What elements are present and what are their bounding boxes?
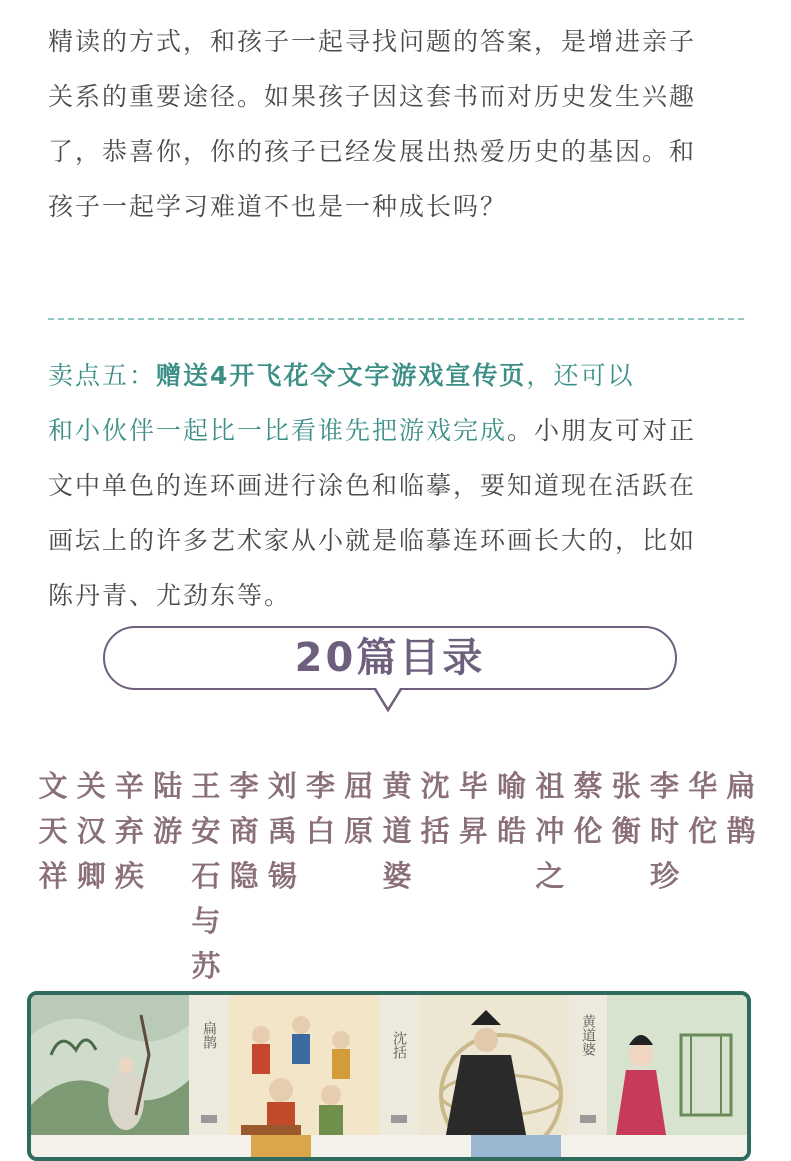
selling-point-paragraph [48,348,748,623]
intro-line: 关系的重要途径。如果孩子因这套书而对历史发生兴趣 [48,82,697,111]
selling-point-teal-line: 和小伙伴一起比一比看谁先把游戏完成 [48,416,508,445]
selling-point-highlight: 赠送4开飞花令文字游戏宣传页 [156,361,527,390]
toc-item: 华佗 [688,769,718,848]
toc-item: 黄道婆 [382,769,412,893]
toc-item: 祖冲之 [535,769,565,893]
intro-line: 精读的方式，和孩子一起寻找问题的答案，是增进亲子 [48,27,697,56]
spine-title-1: 扁鹊 [201,1021,217,1049]
toc-item: 张衡 [611,769,641,848]
toc-item: 沈括 [420,769,450,848]
intro-paragraph [48,14,748,234]
intro-line: 孩子一起学习难道不也是一种成长吗？ [48,192,508,221]
dashed-divider [48,318,744,320]
selling-point-comma: ， [526,361,554,390]
toc-item: 毕昇 [458,769,488,848]
toc-item: 屈原 [344,769,374,848]
toc-title: 20篇目录 [294,635,486,681]
toc-item: 李时珍 [649,769,679,893]
bubble-tail [373,686,403,714]
selling-point-teal-tail: 还可以 [553,361,635,390]
spine-title-3: 黄道婆 [580,1014,596,1056]
selling-point-line: 画坛上的许多艺术家从小就是临摹连环画长大的，比如 [48,526,697,555]
toc-item: 李商隐 [229,769,259,893]
selling-point-body: 。小朋友可对正 [507,416,697,445]
spine-title-2: 沈括 [391,1031,407,1059]
toc-item: 蔡伦 [573,769,603,848]
toc-item: 李白 [306,769,336,848]
toc-item: 陆游 [153,769,183,848]
book-covers-illustration [31,995,747,1161]
toc-item: 关汉卿 [76,769,106,893]
toc-item: 王安石与苏 [191,769,221,983]
selling-point-line [48,403,748,458]
selling-point-label: 卖点五： [48,361,157,390]
toc-item: 辛弃疾 [114,769,144,893]
selling-point-line: 文中单色的连环画进行涂色和临摹，要知道现在活跃在 [48,471,697,500]
toc-item: 喻皓 [497,769,527,848]
toc-item: 文天祥 [38,769,68,893]
toc-title-bubble [103,626,677,690]
book-covers-image [27,991,751,1161]
selling-point-line [48,348,748,403]
toc-item: 扁鹊 [726,769,756,848]
intro-line: 了，恭喜你，你的孩子已经发展出热爱历史的基因。和 [48,137,697,166]
toc-item: 刘禹锡 [267,769,297,893]
selling-point-line: 陈丹青、尤劲东等。 [48,581,292,610]
